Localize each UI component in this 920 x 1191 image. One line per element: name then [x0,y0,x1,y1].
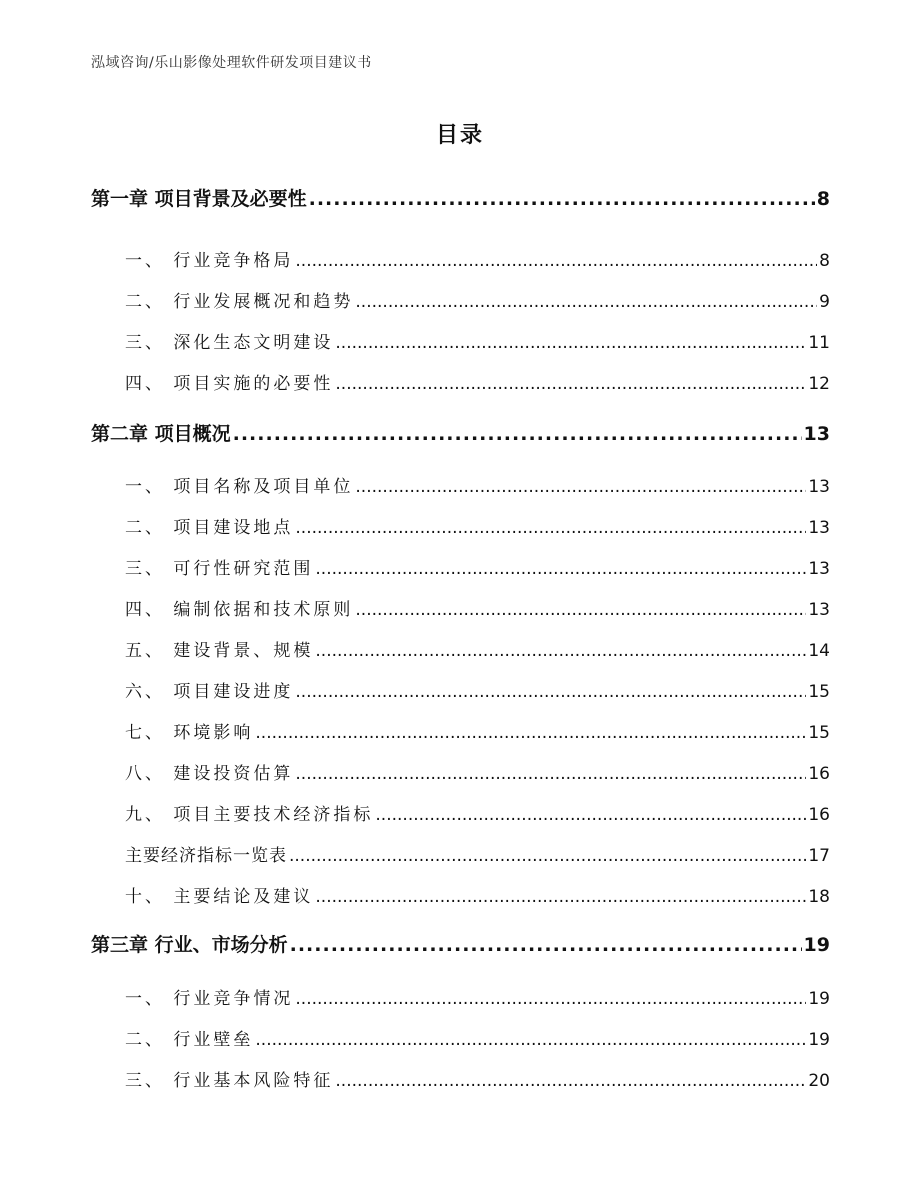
toc-entry-label: 二、 行业壁垒 [125,1030,254,1050]
toc-entry-label: 三、 行业基本风险特征 [125,1071,334,1091]
toc-entry-label: 第三章 行业、市场分析 [91,934,288,956]
toc-entry-label: 十、 主要结论及建议 [125,887,314,907]
toc-section-2-2[interactable] [91,513,830,538]
toc-page-number: 11 [808,333,830,353]
toc-entry-label: 四、 项目实施的必要性 [125,374,334,394]
toc-entry-label: 八、 建设投资估算 [125,764,294,784]
toc-page-number: 18 [808,887,830,907]
toc-entry-label: 三、 深化生态文明建设 [125,333,334,353]
toc-page-number: 13 [808,518,830,538]
toc-page-number: 13 [808,559,830,579]
toc-page-number: 13 [808,477,830,497]
toc-chapter-1[interactable] [91,184,830,211]
toc-entry-label: 五、 建设背景、规模 [125,641,314,661]
toc-entry-label: 二、 项目建设地点 [125,518,294,538]
toc-section-1-1[interactable] [91,246,830,271]
running-header: 泓域咨询/乐山影像处理软件研发项目建议书 [91,55,372,71]
toc-entry-label: 二、 行业发展概况和趋势 [125,292,354,312]
toc-page-number: 19 [803,934,830,956]
toc-chapter-3[interactable] [91,930,830,957]
toc-page-number: 20 [808,1071,830,1091]
toc-section-1-2[interactable] [91,287,830,312]
toc-leader-dots [295,989,806,1009]
toc-section-3-2[interactable] [91,1025,830,1050]
toc-page-number: 13 [803,423,830,445]
toc-section-2-7[interactable] [91,718,830,743]
toc-leader-dots [355,292,817,312]
toc-entry-label: 四、 编制依据和技术原则 [125,600,354,620]
toc-leader-dots [309,188,815,210]
toc-leader-dots [335,374,806,394]
toc-page-number: 19 [808,1030,830,1050]
toc-leader-dots [315,887,806,907]
toc-section-2-table[interactable] [91,841,830,866]
toc-entry-label: 一、 项目名称及项目单位 [125,477,354,497]
toc-leader-dots [335,333,806,353]
toc-entry-label: 第一章 项目背景及必要性 [91,188,307,210]
toc-leader-dots [290,934,802,956]
toc-leader-dots [295,251,817,271]
toc-section-2-9[interactable] [91,800,830,825]
toc-entry-label: 六、 项目建设进度 [125,682,294,702]
toc-page-number: 16 [808,764,830,784]
toc-page-number: 15 [808,723,830,743]
toc-leader-dots [315,559,806,579]
toc-title: 目录 [435,123,484,148]
toc-entry-label: 一、 行业竞争格局 [125,251,294,271]
toc-page-number: 15 [808,682,830,702]
toc-entry-label: 九、 项目主要技术经济指标 [125,805,374,825]
toc-leader-dots [289,846,806,866]
toc-section-2-10[interactable] [91,882,830,907]
toc-leader-dots [255,723,806,743]
toc-page-number: 8 [816,188,830,210]
toc-entry-label: 三、 可行性研究范围 [125,559,314,579]
toc-entry-label: 七、 环境影响 [125,723,254,743]
toc-section-1-3[interactable] [91,328,830,353]
toc-page-number: 13 [808,600,830,620]
toc-leader-dots [255,1030,806,1050]
toc-leader-dots [295,764,806,784]
toc-leader-dots [233,423,802,445]
toc-section-2-4[interactable] [91,595,830,620]
toc-leader-dots [355,477,806,497]
toc-page-number: 19 [808,989,830,1009]
toc-section-2-3[interactable] [91,554,830,579]
toc-entry-label: 一、 行业竞争情况 [125,989,294,1009]
toc-section-2-5[interactable] [91,636,830,661]
toc-page-number: 14 [808,641,830,661]
toc-leader-dots [375,805,806,825]
toc-page-number: 12 [808,374,830,394]
toc-entry-label: 第二章 项目概况 [91,423,231,445]
toc-page-number: 9 [819,292,830,312]
toc-leader-dots [295,682,806,702]
toc-leader-dots [355,600,806,620]
toc-section-2-8[interactable] [91,759,830,784]
toc-list [91,0,830,1191]
toc-page-number: 8 [819,251,830,271]
toc-chapter-2[interactable] [91,419,830,446]
toc-section-3-3[interactable] [91,1066,830,1091]
toc-leader-dots [315,641,806,661]
toc-section-2-1[interactable] [91,472,830,497]
toc-page-number: 16 [808,805,830,825]
toc-page-number: 17 [808,846,830,866]
toc-section-1-4[interactable] [91,369,830,394]
toc-section-2-6[interactable] [91,677,830,702]
toc-leader-dots [295,518,806,538]
toc-leader-dots [335,1071,806,1091]
toc-entry-label: 主要经济指标一览表 [125,846,287,866]
toc-section-3-1[interactable] [91,984,830,1009]
